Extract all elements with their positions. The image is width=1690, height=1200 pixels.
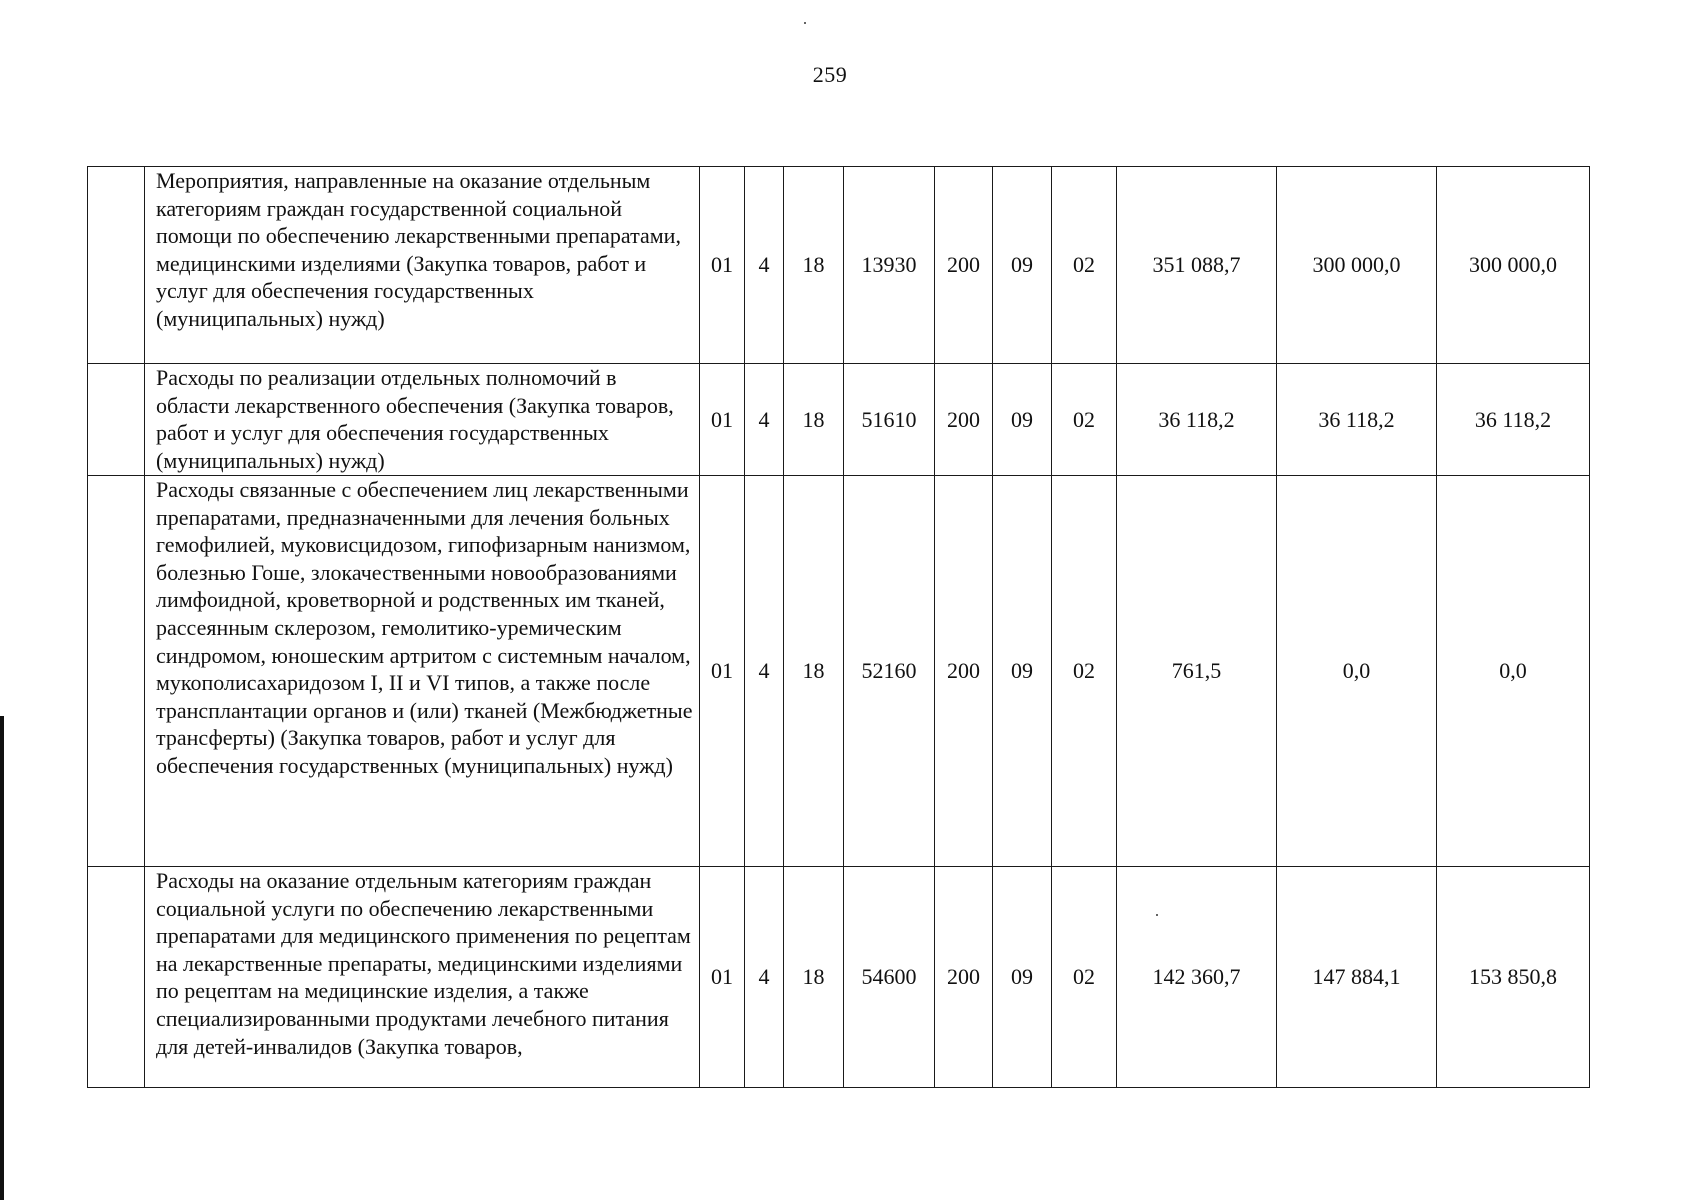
code-cell: 200 (935, 167, 993, 364)
table-row (88, 167, 1590, 364)
code-cell: 02 (1052, 364, 1117, 476)
code-cell: 200 (935, 867, 993, 1088)
code-cell: 18 (784, 476, 844, 867)
code-cell: 51610 (844, 364, 935, 476)
row-number-cell (88, 867, 145, 1088)
amount-cell: 153 850,8 (1437, 867, 1590, 1088)
code-cell: 54600 (844, 867, 935, 1088)
scan-speck (804, 22, 806, 24)
code-cell: 01 (700, 364, 745, 476)
code-cell: 18 (784, 867, 844, 1088)
code-cell: 200 (935, 476, 993, 867)
amount-cell: 0,0 (1437, 476, 1590, 867)
amount-cell: 36 118,2 (1437, 364, 1590, 476)
description-cell: Расходы на оказание отдельным категориям граждан социальной услуги по обеспечению лекарственными препаратами для медицинского применения по рецептам на лекарственные препараты, медицинскими изделиями по рецептам на медицинские изделия, а также специализированными продуктами лечебного питания для детей-инвалидов (Закупка товаров, (145, 867, 700, 1088)
amount-cell: 300 000,0 (1437, 167, 1590, 364)
code-cell: 18 (784, 167, 844, 364)
amount-cell: 36 118,2 (1117, 364, 1277, 476)
table-row (88, 476, 1590, 867)
code-cell: 01 (700, 476, 745, 867)
code-cell: 02 (1052, 167, 1117, 364)
code-cell: 13930 (844, 167, 935, 364)
amount-cell: 761,5 (1117, 476, 1277, 867)
amount-cell: 36 118,2 (1277, 364, 1437, 476)
row-number-cell (88, 364, 145, 476)
code-cell: 4 (745, 167, 784, 364)
amount-cell: 300 000,0 (1277, 167, 1437, 364)
code-cell: 4 (745, 476, 784, 867)
row-number-cell (88, 476, 145, 867)
code-cell: 18 (784, 364, 844, 476)
code-cell: 4 (745, 867, 784, 1088)
amount-cell: 147 884,1 (1277, 867, 1437, 1088)
code-cell: 01 (700, 867, 745, 1088)
code-cell: 200 (935, 364, 993, 476)
scan-margin-bar (0, 716, 4, 1200)
table-row (88, 364, 1590, 476)
row-number-cell (88, 167, 145, 364)
page-number: 259 (812, 62, 848, 87)
table-row (88, 867, 1590, 1088)
description-cell: Расходы по реализации отдельных полномочий в области лекарственного обеспечения (Закупка товаров, работ и услуг для обеспечения государственных (муниципальных) нужд) (145, 364, 700, 476)
code-cell: 09 (993, 364, 1052, 476)
code-cell: 02 (1052, 867, 1117, 1088)
code-cell: 4 (745, 364, 784, 476)
amount-cell: 351 088,7 (1117, 167, 1277, 364)
description-cell: Мероприятия, направленные на оказание отдельным категориям граждан государственной социальной помощи по обеспечению лекарственными препаратами, медицинскими изделиями (Закупка товаров, работ и услуг для обеспечения государственных (муниципальных) нужд) (145, 167, 700, 364)
code-cell: 01 (700, 167, 745, 364)
description-cell: Расходы связанные с обеспечением лиц лекарственными препаратами, предназначенными для лечения больных гемофилией, муковисцидозом, гипофизарным нанизмом, болезнью Гоше, злокачественными новообразованиями лимфоидной, кроветворной и родственных им тканей, рассеянным склерозом, гемолитико-уремическим синдромом, юношеским артритом с системным началом, мукополисахаридозом I, II и VI типов, а также после трансплантации органов и (или) тканей (Межбюджетные трансферты) (Закупка товаров, работ и услуг для обеспечения государственных (муниципальных) нужд) (145, 476, 700, 867)
code-cell: 52160 (844, 476, 935, 867)
code-cell: 02 (1052, 476, 1117, 867)
budget-table (87, 166, 1590, 1088)
code-cell: 09 (993, 476, 1052, 867)
amount-cell: 142 360,7 (1117, 867, 1277, 1088)
code-cell: 09 (993, 867, 1052, 1088)
amount-cell: 0,0 (1277, 476, 1437, 867)
code-cell: 09 (993, 167, 1052, 364)
